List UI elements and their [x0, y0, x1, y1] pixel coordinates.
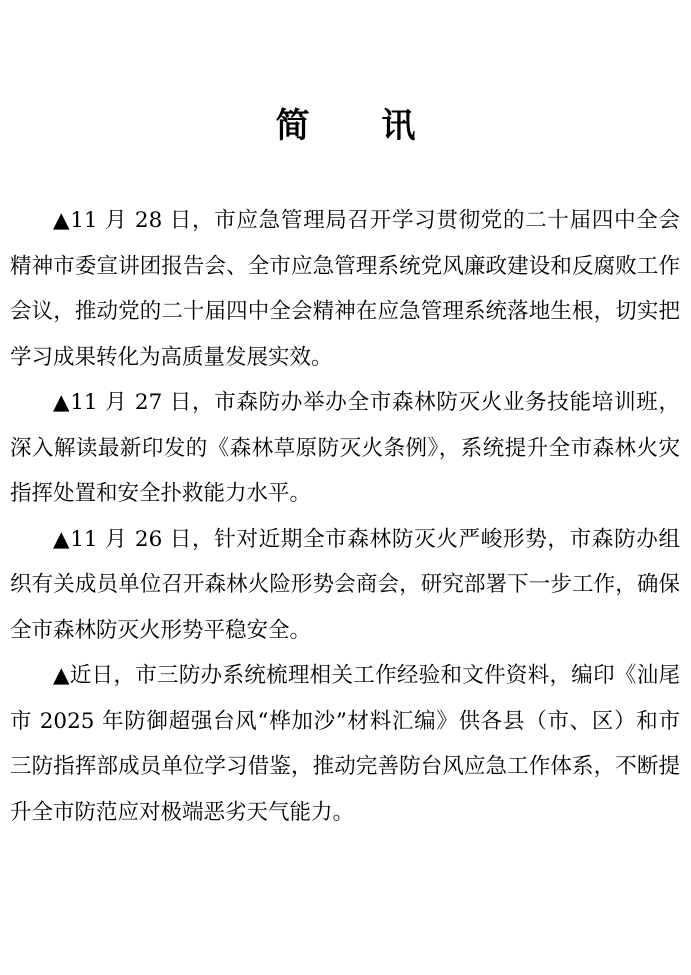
news-item-paragraph: ▲11 月 26 日，针对近期全市森林防灭火严峻形势，市森防办组织有关成员单位召开森林火险形势会商会，研究部署下一步工作，确保全市森林防灭火形势平稳安全。 — [10, 526, 680, 643]
page-title: 简 讯 — [275, 106, 446, 146]
news-item-paragraph: ▲11 月 28 日，市应急管理局召开学习贯彻党的二十届四中全会精神市委宣讲团报告会、全市应急管理系统党风廉政建设和反腐败工作会议，推动党的二十届四中全会精神在应急管理系统落地生根，切实把学习成果转化为高质量发展实效。 — [10, 208, 680, 370]
news-content — [10, 198, 680, 835]
news-item-paragraph: ▲近日，市三防办系统梳理相关工作经验和文件资料，编印《汕尾市 2025 年防御超强台风“桦加沙”材料汇编》供各县（市、区）和市三防指挥部成员单位学习借鉴，推动完善防台风应急工作体系，不断提升全市防范应对极端恶劣天气能力。 — [10, 663, 680, 825]
news-item-paragraph: ▲11 月 27 日，市森防办举办全市森林防灭火业务技能培训班，深入解读最新印发的《森林草原防灭火条例》，系统提升全市森林火灾指挥处置和安全扑救能力水平。 — [10, 390, 680, 506]
